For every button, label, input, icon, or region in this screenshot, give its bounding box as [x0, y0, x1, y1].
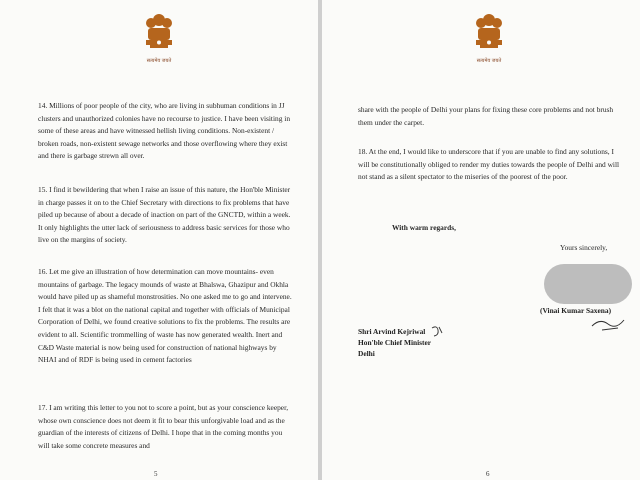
signoff-line: Yours sincerely,: [560, 243, 608, 252]
paragraph-15: 15. I find it bewildering that when I raise an issue of this nature, the Hon'ble Minister in charge passes it on to the Chief Secretary with directions to fix problems that have piled up because of about a decade of inaction on part of the GNCTD, within a week. It only highlights the utter lack of seriousness to address basic services for those who live on the margins of society.: [38, 185, 291, 245]
paragraph-14: 14. Millions of poor people of the city, who are living in subhuman conditions in JJ clusters and unauthorized colonies have no recourse to justice. I have been visiting in some of these areas and have witnessed hellish living conditions. Non-existent / broken roads, non-existent sewage networks and those overflowing where they exist and there is garbage strewn all over.: [38, 101, 291, 161]
addressee-name: Shri Arvind Kejriwal: [358, 327, 426, 336]
signatory-name: (Vinai Kumar Saxena): [540, 306, 612, 315]
paragraph-17: 17. I am writing this letter to you not to score a point, but as your conscience keeper, whose own conscience does not deem it fit to bear this unforgivable load and as the guardian of the interests of citizens of Delhi. I hope that in the coming months you will take some concrete measures and: [38, 403, 289, 450]
page-number: 5: [154, 470, 158, 478]
paragraph-17-continued: share with the people of Delhi your plans for fixing these core problems and not brush them under the carpet.: [358, 105, 614, 127]
emblem-motto: सत्यमेव जयते: [146, 58, 172, 64]
addressee-title: Hon'ble Chief Minister: [358, 338, 432, 347]
page-number: 6: [486, 470, 490, 478]
paragraph-16: 16. Let me give an illustration of how determination can move mountains- even mountains of garbage. The legacy mounds of waste at Bhalswa, Ghazipur and Okhla would have piled up as shameful monstrosities. No one asked me to go and intervene. I felt that it was a blot on the national capital and together with officials of Municipal Corporation of Delhi, we found creative solutions to fix the problems. The results are evident to all. Scientific trommelling of waste has now generated wealth. Inert and C&D Waste material is now being used for construction of national highways by NHAI and of RDF is being used in cement factories: [38, 267, 292, 365]
signature-icon: [588, 296, 628, 336]
addressee-block: [358, 326, 431, 359]
letter-page-5: [0, 0, 318, 480]
closing-line: With warm regards,: [392, 223, 456, 232]
handwritten-initial-icon: [430, 324, 444, 338]
addressee-place: Delhi: [358, 349, 375, 358]
emblem-motto: सत्यमेव जयते: [476, 58, 502, 64]
letter-page-6: [322, 0, 640, 480]
paragraph-18: 18. At the end, I would like to underscore that if you are unable to find any solutions, I will be constitutionally obliged to render my duties towards the people of Delhi and will not stand as a silent spectator to the miseries of the poorest of the poor.: [358, 147, 620, 182]
